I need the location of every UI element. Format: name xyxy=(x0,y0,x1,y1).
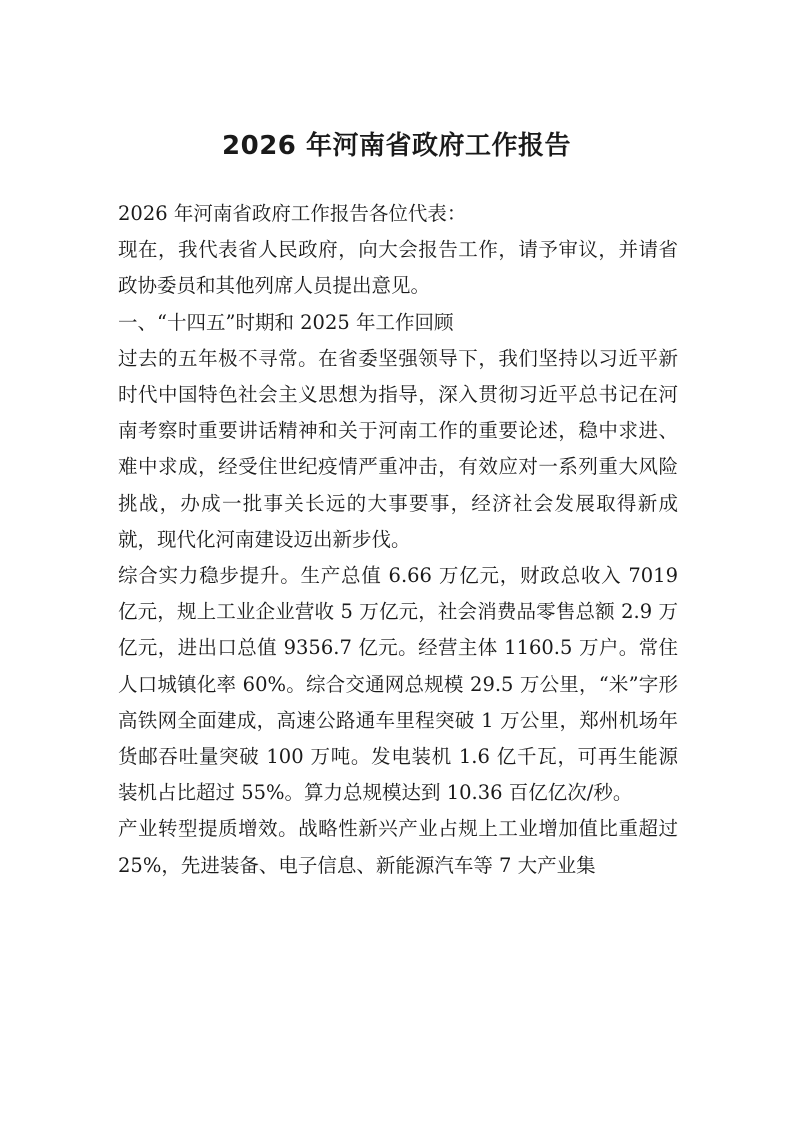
review-paragraph: 过去的五年极不寻常。在省委坚强领导下，我们坚持以习近平新时代中国特色社会主义思想为指导，深入贯彻习近平总书记在河南考察时重要讲话精神和关于河南工作的重要论述，稳中求进、难中求成，经受住世纪疫情严重冲击，有效应对一系列重大风险挑战，办成一批事关长远的大事要事，经济社会发展取得新成就，现代化河南建设迈出新步伐。 xyxy=(118,346,678,551)
greeting-paragraph: 2026 年河南省政府工作报告各位代表： xyxy=(118,202,467,225)
section-heading: 一、“十四五”时期和 2025 年工作回顾 xyxy=(118,310,454,334)
document-title: 2026 年河南省政府工作报告 xyxy=(222,131,571,161)
strength-paragraph: 综合实力稳步提升。生产总值 6.66 万亿元，财政总收入 7019 亿元，规上工业企业营收 5 万亿元，社会消费品零售总额 2.9 万亿元，进出口总值 9356.7 亿元。经营主体 1160.5 万户。常住人口城镇化率 60%。综合交通网总规模 29.5 万公里，“米”字形高铁网全面建成，高速公路通车里程突破 1 万公里，郑州机场年货邮吞吐量突破 100 万吨。发电装机 1.6 亿千瓦，可再生能源装机占比超过 55%。算力总规模达到 10.36 百亿亿次/秒。 xyxy=(118,564,678,805)
industry-paragraph: 产业转型提质增效。战略性新兴产业占规上工业增加值比重超过 25%，先进装备、电子信息、新能源汽车等 7 大产业集 xyxy=(118,817,678,877)
intro-paragraph: 现在，我代表省人民政府，向大会报告工作，请予审议，并请省政协委员和其他列席人员提出意见。 xyxy=(118,238,678,298)
document-body xyxy=(118,196,678,884)
